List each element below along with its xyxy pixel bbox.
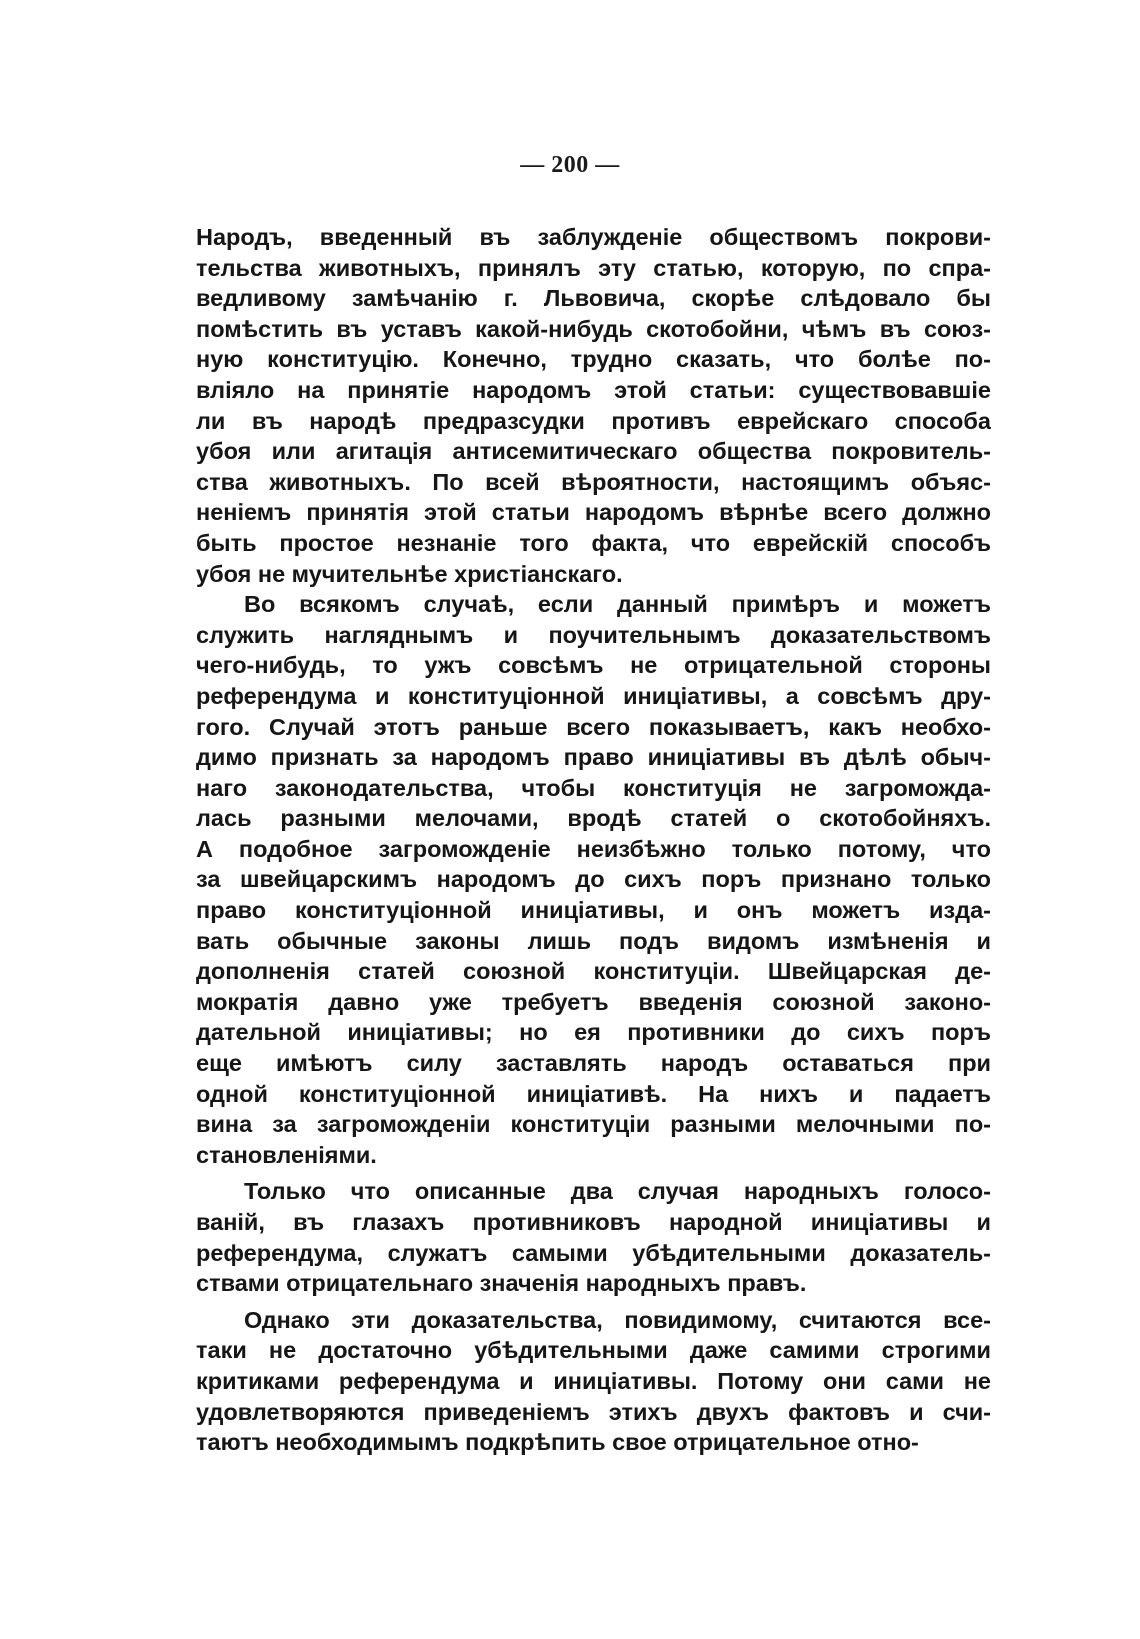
body-text — [196, 222, 991, 1458]
text-line: референдума, служатъ самыми убѣдительными доказатель- — [196, 1239, 991, 1266]
text-line: таки не достаточно убѣдительными даже самими строгими — [196, 1337, 991, 1364]
text-line: убоя или агитація антисемитическаго общества покровитель- — [196, 438, 991, 465]
paragraph — [196, 1176, 991, 1298]
text-line: дополненія статей союзной конституціи. Швейцарская де- — [196, 958, 991, 985]
text-line: димо признать за народомъ право иниціативы въ дѣлѣ обыч- — [196, 744, 991, 771]
text-line: таютъ необходимымъ подкрѣпить свое отрицательное отно- — [196, 1429, 919, 1456]
text-line: служить нагляднымъ и поучительнымъ доказательствомъ — [196, 621, 991, 648]
text-line: становленіями. — [196, 1141, 377, 1168]
text-line: удовлетворяются приведеніемъ этихъ двухъ фактовъ и счи- — [196, 1398, 991, 1425]
text-line: за швейцарскимъ народомъ до сихъ поръ признано только — [196, 866, 991, 893]
text-line: чего-нибудь, то ужъ совсѣмъ не отрицательной стороны — [196, 652, 991, 679]
text-line: Однако эти доказательства, повидимому, считаются все- — [244, 1306, 991, 1333]
text-line: вина за загроможденіи конституціи разными мелочными по- — [196, 1111, 991, 1138]
page-number: — 200 — — [520, 152, 620, 178]
text-line: вліяло на принятіе народомъ этой статьи: существовавшіе — [196, 376, 991, 403]
text-line: одной конституціонной иниціативѣ. На нихъ и падаетъ — [196, 1080, 991, 1107]
text-line: Во всякомъ случаѣ, если данный примѣръ и можетъ — [244, 591, 991, 618]
paragraph — [196, 1305, 991, 1458]
text-line: неніемъ принятія этой статьи народомъ вѣрнѣе всего должно — [196, 499, 991, 526]
text-line: А подобное загроможденіе неизбѣжно только потому, что — [196, 835, 991, 862]
text-line: гого. Случай этотъ раньше всего показываетъ, какъ необхо- — [196, 713, 991, 740]
text-line: критиками референдума и иниціативы. Потому они сами не — [196, 1367, 991, 1394]
text-line: еще имѣютъ силу заставлять народъ оставаться при — [196, 1050, 991, 1077]
text-line: быть простое незнаніе того факта, что еврейскій способъ — [196, 529, 991, 556]
text-line: убоя не мучительнѣе христіанскаго. — [196, 560, 623, 587]
text-line: ную конституцію. Конечно, трудно сказать, что болѣе по- — [196, 346, 991, 373]
text-line: Народъ, введенный въ заблужденіе обществомъ покрови- — [196, 224, 991, 250]
text-line: ства животныхъ. По всей вѣроятности, настоящимъ объяс- — [196, 468, 991, 495]
text-line: дательной иниціативы; но ея противники до сихъ поръ — [196, 1019, 991, 1046]
text-line: тельства животныхъ, принялъ эту статью, которую, по спра- — [196, 254, 991, 281]
text-line: мократія давно уже требуетъ введенія союзной законо- — [196, 988, 991, 1015]
text-line: наго законодательства, чтобы конституція не загромождa- — [196, 774, 991, 801]
paragraph — [196, 222, 991, 589]
text-line: референдума и конституціонной иниціативы, а совсѣмъ дру- — [196, 682, 991, 709]
text-line: лась разными мелочами, вродѣ статей о скотобойняхъ. — [196, 805, 991, 832]
text-line: ваній, въ глазахъ противниковъ народной иниціативы и — [196, 1209, 991, 1235]
text-line: ли въ народѣ предразсудки противъ еврейскаго способа — [196, 407, 991, 434]
paragraph — [196, 589, 991, 1170]
text-line: ведливому замѣчанію г. Львовича, скорѣе слѣдовало бы — [196, 285, 991, 312]
text-line: помѣстить въ уставъ какой-нибудь скотобойни, чѣмъ въ союз- — [196, 315, 991, 342]
text-line: ствами отрицательнаго значенія народныхъ правъ. — [196, 1270, 807, 1297]
text-line: право конституціонной иниціативы, и онъ можетъ изда- — [196, 897, 991, 924]
text-line: вать обычные законы лишь подъ видомъ измѣненія и — [196, 927, 991, 954]
text-line: Только что описанные два случая народныхъ голосо- — [244, 1178, 991, 1205]
